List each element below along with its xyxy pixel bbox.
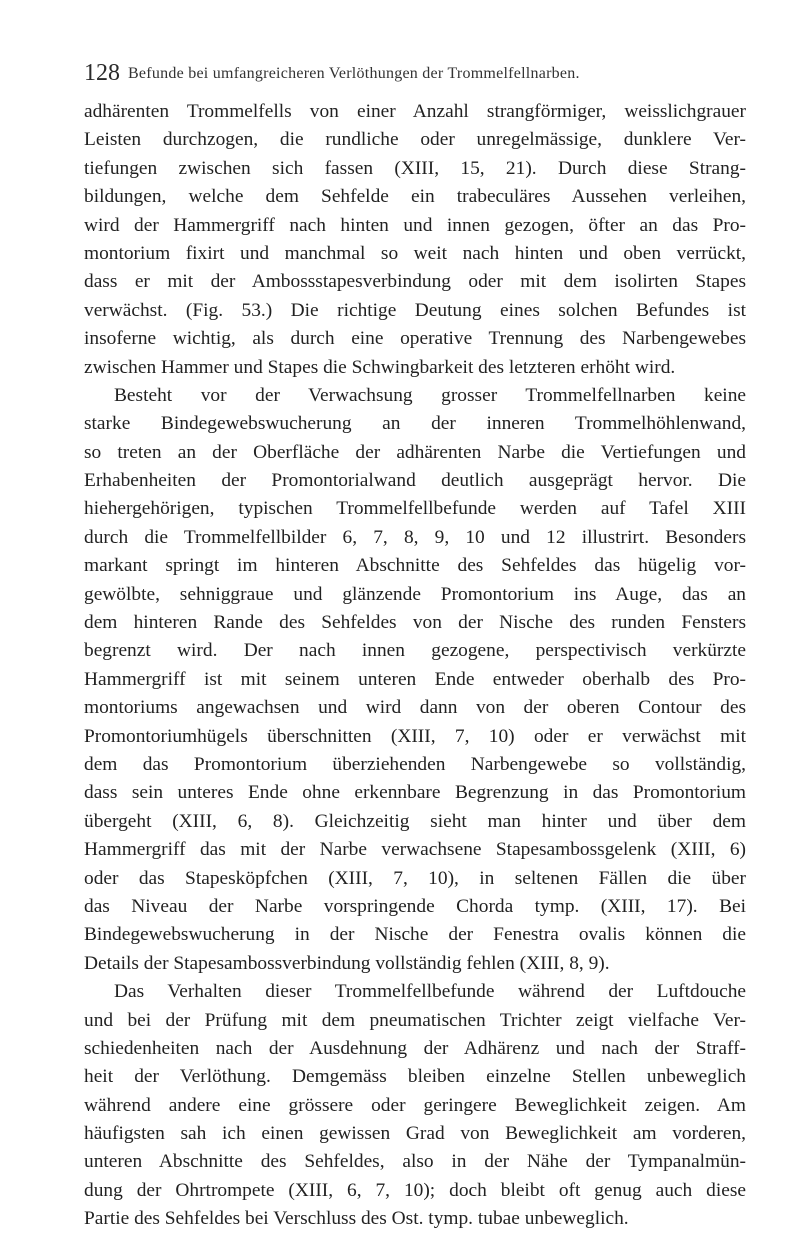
text-line: montoriums angewachsen und wird dann von der oberen Contour des xyxy=(84,697,746,719)
text-line: so treten an der Oberfläche der adhärenten Narbe die Vertiefungen und xyxy=(84,441,746,463)
text-line: starke Bindegewebswucherung an der inneren Trommelhöhlenwand, xyxy=(84,413,746,435)
text-line: dem hinteren Rande des Sehfeldes von der Nische des runden Fensters xyxy=(84,612,746,634)
text-line: oder das Stapesköpfchen (XIII, 7, 10), in seltenen Fällen die über xyxy=(84,867,746,889)
text-line: gewölbte, sehniggraue und glänzende Promontorium ins Auge, das an xyxy=(84,583,746,605)
text-line: Partie des Sehfeldes bei Verschluss des Ost. tymp. tubae unbeweglich. xyxy=(84,1208,629,1230)
text-line: bildungen, welche dem Sehfelde ein trabeculäres Aussehen verleihen, xyxy=(84,186,746,208)
text-line: verwächst. (Fig. 53.) Die richtige Deutung eines solchen Befundes ist xyxy=(84,299,746,321)
text-line: heit der Verlöthung. Demgemäss bleiben einzelne Stellen unbeweglich xyxy=(84,1066,746,1088)
text-line: tiefungen zwischen sich fassen (XIII, 15, 21). Durch diese Strang- xyxy=(84,157,746,179)
body-text xyxy=(84,98,746,1234)
text-line: Details der Stapesambossverbindung vollständig fehlen (XIII, 8, 9). xyxy=(84,952,610,974)
text-line: Bindegewebswucherung in der Nische der Fenestra ovalis können die xyxy=(84,924,746,946)
text-line: Erhabenheiten der Promontorialwand deutlich ausgeprägt hervor. Die xyxy=(84,470,746,492)
running-head xyxy=(84,58,744,88)
text-line: hiehergehörigen, typischen Trommelfellbefunde werden auf Tafel XIII xyxy=(84,498,746,520)
text-line: wird der Hammergriff nach hinten und innen gezogen, öfter an das Pro- xyxy=(84,214,746,236)
text-line: Promontoriumhügels überschnitten (XIII, 7, 10) oder er verwächst mit xyxy=(84,725,746,747)
text-line: dass er mit der Ambossstapesverbindung oder mit dem isolirten Stapes xyxy=(84,271,746,293)
text-line: durch die Trommelfellbilder 6, 7, 8, 9, 10 und 12 illustrirt. Besonders xyxy=(84,526,746,548)
text-line: dung der Ohrtrompete (XIII, 6, 7, 10); doch bleibt oft genug auch diese xyxy=(84,1179,746,1201)
text-line: zwischen Hammer und Stapes die Schwingbarkeit des letzteren erhöht wird. xyxy=(84,356,676,378)
text-line: Hammergriff ist mit seinem unteren Ende entweder oberhalb des Pro- xyxy=(84,668,746,690)
text-line: übergeht (XIII, 6, 8). Gleichzeitig sieht man hinter und über dem xyxy=(84,810,746,832)
running-title: Befunde bei umfangreicheren Verlöthungen der Trommelfellnarben. xyxy=(128,65,580,82)
text-line: montorium fixirt und manchmal so weit nach hinten und oben verrückt, xyxy=(84,242,746,264)
text-line: begrenzt wird. Der nach innen gezogene, perspectivisch verkürzte xyxy=(84,640,746,662)
text-line: das Niveau der Narbe vorspringende Chorda tymp. (XIII, 17). Bei xyxy=(84,895,746,917)
text-line: unteren Abschnitte des Sehfeldes, also in der Nähe der Tympanalmün- xyxy=(84,1151,746,1173)
text-line: insoferne wichtig, als durch eine operative Trennung des Narbengewebes xyxy=(84,328,746,350)
text-line: Besteht vor der Verwachsung grosser Trommelfellnarben keine xyxy=(114,384,746,406)
text-line: Das Verhalten dieser Trommelfellbefunde während der Luftdouche xyxy=(114,981,746,1003)
text-line: Leisten durchzogen, die rundliche oder unregelmässige, dunklere Ver- xyxy=(84,129,746,151)
text-line: dem das Promontorium überziehenden Narbengewebe so vollständig, xyxy=(84,753,746,775)
text-line: während andere eine grössere oder geringere Beweglichkeit zeigen. Am xyxy=(84,1094,746,1116)
text-line: und bei der Prüfung mit dem pneumatischen Trichter zeigt vielfache Ver- xyxy=(84,1009,746,1031)
page-number: 128 xyxy=(84,60,120,86)
text-line: markant springt im hinteren Abschnitte des Sehfeldes das hügelig vor- xyxy=(84,555,746,577)
text-line: häufigsten sah ich einen gewissen Grad von Beweglichkeit am vorderen, xyxy=(84,1123,746,1145)
text-line: dass sein unteres Ende ohne erkennbare Begrenzung in das Promontorium xyxy=(84,782,746,804)
text-line: Hammergriff das mit der Narbe verwachsene Stapesambossgelenk (XIII, 6) xyxy=(84,839,746,861)
text-line: adhärenten Trommelfells von einer Anzahl strangförmiger, weisslichgrauer xyxy=(84,101,746,122)
text-line: schiedenheiten nach der Ausdehnung der Adhärenz und nach der Straff- xyxy=(84,1037,746,1059)
